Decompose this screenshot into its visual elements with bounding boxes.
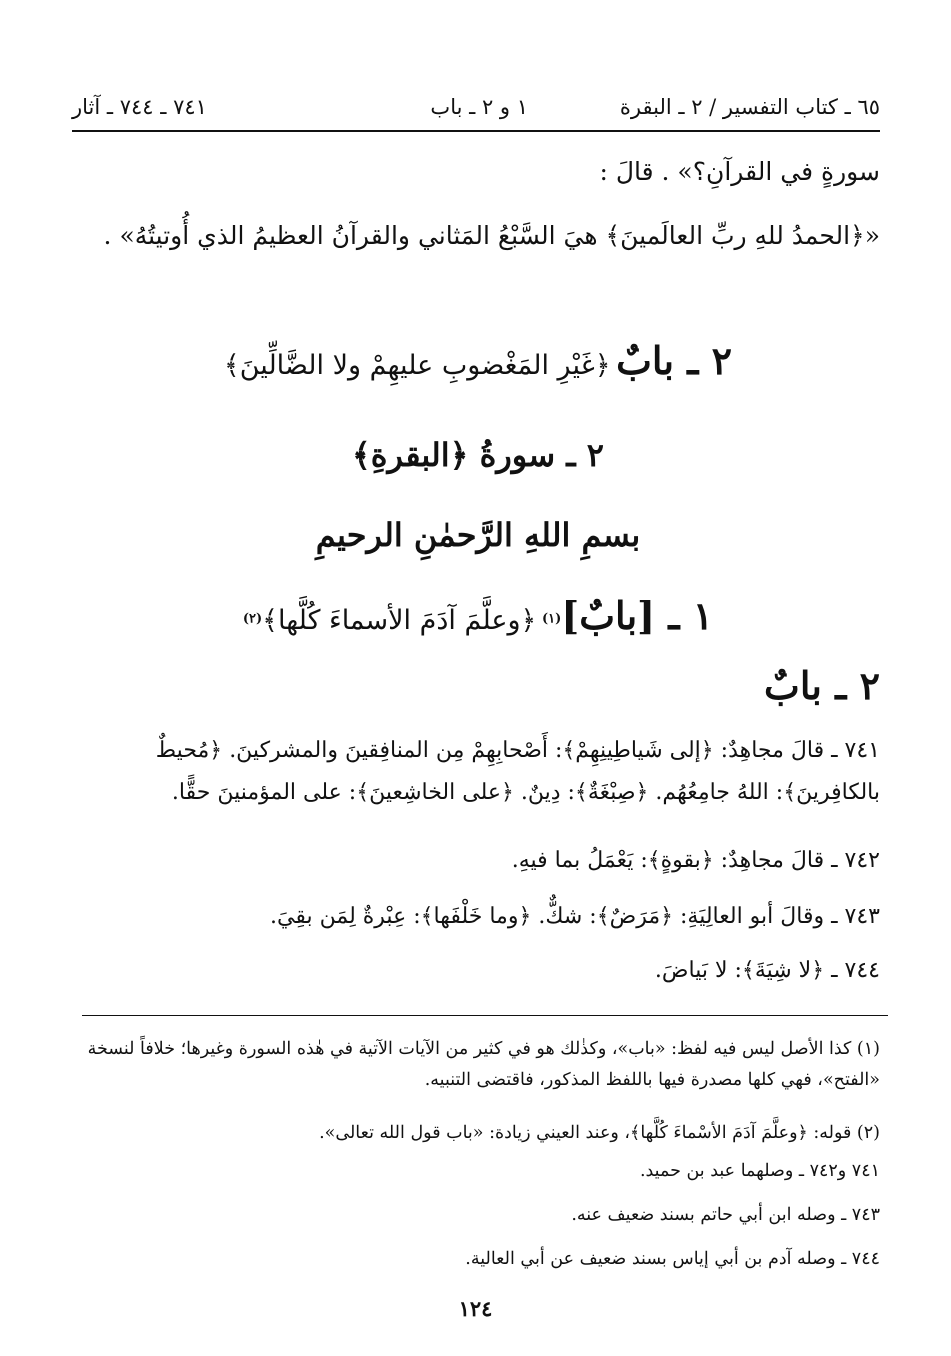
bab-2b-number: ٢ ـ بابٌ xyxy=(764,663,880,708)
bab-2b-heading xyxy=(76,658,880,722)
footnote-divider xyxy=(82,1015,888,1016)
bab-1-verse: ﴿وعلَّمَ آدَمَ الأسماءَ كُلَّها﴾ xyxy=(262,605,537,636)
intro-paragraph: «﴿الحمدُ للهِ ربِّ العالَمينَ﴾ هيَ السَّبْعُ المَثاني والقرآنُ العظيمُ الذي أُوتيتُهُ» . xyxy=(103,221,880,250)
takhrij-744: ٧٤٤ ـ وصله آدم بن أبي إياس بسند ضعيف عن أبي العالية. xyxy=(465,1249,880,1269)
takhrij-741-742: ٧٤١ و٧٤٢ ـ وصلهما عبد بن حميد. xyxy=(639,1161,880,1181)
header-athar-range: ٧٤١ ـ ٧٤٤ ـ آثار xyxy=(72,95,207,119)
basmala: بسمِ اللهِ الرَّحمٰنِ الرحيمِ xyxy=(315,516,641,554)
footnote-2: (٢) قوله: ﴿وعلَّمَ آدَمَ الأسْماءَ كُلَّها﴾، وعند العيني زيادة: «باب قول الله تعالى». xyxy=(319,1123,880,1143)
athar-744: ٧٤٤ ـ ﴿لا شِيَةَ﴾: لا بَياضَ. xyxy=(654,958,880,983)
athar-742: ٧٤٢ ـ قالَ مجاهِدٌ: ﴿بقوةٍ﴾: يَعْمَلُ بما فيهِ. xyxy=(511,848,880,873)
bab-2-verse: ﴿غَيْرِ المَغْضوبِ عليهِمْ ولا الضَّالِّينَ﴾ xyxy=(223,350,611,381)
bab-2-heading xyxy=(76,334,880,396)
athar-743: ٧٤٣ ـ وقالَ أبو العالِيَةِ: ﴿مَرَضٌ﴾: شكٌّ. ﴿وما خَلْفَها﴾: عِبْرةٌ لِمَن بقِيَ. xyxy=(270,904,880,929)
footnote-ref-2: (٢) xyxy=(242,611,263,627)
bab-1-number: ١ ـ [بابٌ] xyxy=(561,593,714,638)
header-divider xyxy=(72,130,880,132)
footnote-ref-1: (١) xyxy=(541,611,562,627)
header-book-title: ٦٥ ـ كتاب التفسير / ٢ ـ البقرة xyxy=(619,95,880,119)
takhrij-743: ٧٤٣ ـ وصله ابن أبي حاتم بسند ضعيف عنه. xyxy=(571,1205,880,1225)
bab-1-heading xyxy=(76,588,880,652)
running-header xyxy=(72,92,880,126)
surah-heading: ٢ ـ سورةُ ﴿البقرةِ﴾ xyxy=(352,436,604,474)
footnote-1: (١) كذا الأصل ليس فيه لفظ: «باب»، وكذٰلك هو في كثير من الآيات الآتية في هٰذه السورة وغيرها؛ خلافاً لنسخة «الفتح»، فهي كلها مصدرة فيها باللفظ المذكور، فاقتضى التنبيه. xyxy=(87,1039,880,1090)
page-number: ١٢٤ xyxy=(458,1296,493,1321)
bab-2-number: ٢ ـ بابٌ xyxy=(616,338,733,383)
intro-line: سورةٍ في القرآنِ؟» . قالَ : xyxy=(599,157,880,186)
athar-741: ٧٤١ ـ قالَ مجاهِدٌ: ﴿إلى شَياطِينِهِمْ﴾: أَصْحابِهِمْ مِن المنافِقينَ والمشركينَ. ﴿مُحيطٌ بالكافِرينَ﴾: اللهُ جامِعُهُم. ﴿صِبْغَةٌ﴾: دِينٌ. ﴿على الخاشِعينَ﴾: على المؤمنينَ حقًّا. xyxy=(155,738,880,805)
header-chapter: ١ و ٢ ـ باب xyxy=(430,95,528,119)
